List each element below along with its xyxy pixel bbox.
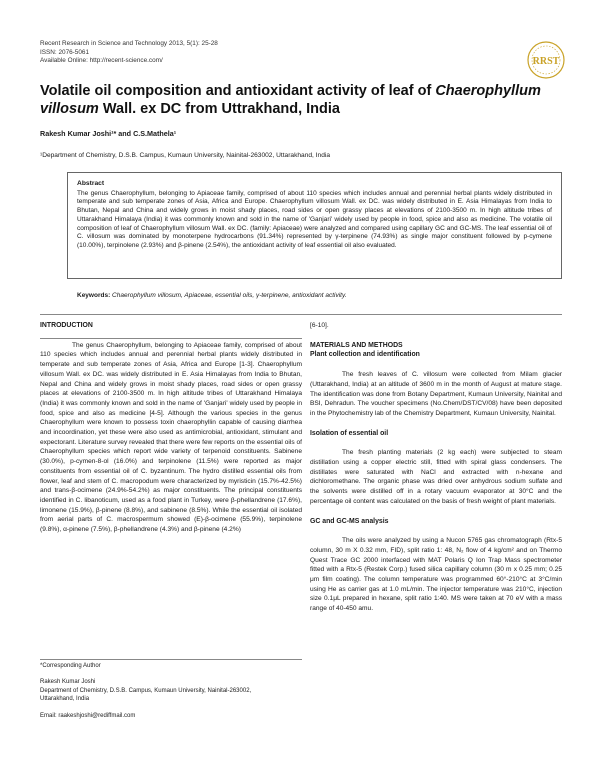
abstract-box [67,172,562,279]
left-column [40,321,302,535]
right-column [310,321,562,614]
author-dept: Department of Chemistry, D.S.B. Campus, Kumaun University, Nainital-263002, [40,687,252,694]
divider [40,314,562,315]
footnote-divider [40,659,302,660]
authors: Rakesh Kumar Joshi¹* and C.S.Mathela¹ [40,129,177,138]
title-main: Volatile oil composition and antioxidant activity of leaf of [40,83,436,99]
gc-ms-heading: GC and GC-MS analysis [310,517,389,525]
corresponding-author: *Corresponding Author [40,663,101,669]
divider [40,338,302,339]
keywords-text: Chaerophyllum villosum, Apiaceae, essential oils, γ-terpinene, antioxidant activity. [110,292,347,299]
abstract-heading: Abstract [77,180,105,187]
title-rest: Wall. ex DC from Uttrakhand, India [98,101,340,117]
keywords-label: Keywords: [77,292,111,299]
journal-header [40,40,218,66]
issn: ISSN: 2076-5061 [40,48,90,56]
gc-ms-paragraph: The oils were analyzed by using a Nucon 5765 gas chromatograph (Rtx-5 column, 30 m X 0.32 mm, FID), split ratio 1: 48, N₂ flow of 4 kg/cm² and on Thermo Quest Trace GC 2000 interfaced with MAT Polaris Q Ion Trap Mass spectrometer fitted with a Rtx-5 (Restek Corp.) fused silica capillary column (30 m x 0.25 mm; 0.25 μm film coating). The column temperature was programmed 60°-210°C at 3°C/min using He as carrier gas at 1.0 mL/min. The injector temperature was 210°C, injection size 0.1μL prepared in hexane, split ratio 1:40. MS were taken at 70 eV with a mass range of 40-450 amu. [310,537,562,613]
methods-heading: MATERIALS AND METHODS [310,341,403,349]
affiliation: ¹Department of Chemistry, D.S.B. Campus, Kumaun University, Nainital-263002, Uttarakhand, India [40,152,331,159]
isolation-heading: Isolation of essential oil [310,429,389,437]
author-name: Rakesh Kumar Joshi [40,679,96,686]
title-species: Chaerophyllum villosum [40,83,541,117]
author-state: Uttarakhand, India [40,696,90,703]
intro-paragraph: The genus Chaerophyllum, belonging to Apiaceae family, comprised of about 110 species which includes annual and perennial herbal plants widely distributed in temperate and sub temperate zones of Asia, Africa and Europe [1-3]. Chaerophyllum villosum Wall. ex DC. was widely distributed in E. Asia Himalayas from India to Bhutan, Nepal and China and widely grows in moist shady places, road sides or open grassy places at elevations of 2100-3500 m. In high altitude tribes of Uttarakhand Himalaya (India) it was commonly known and sold in the name of 'Ganjari' widely used by people in food, spice and also as medicine [4-5]. Although the various species in the genus Chaerophyllum were known to possess toxin chaerophyllin capable of causing diarrhea and incoordination, yet these were also used as antimicrobial, antioxidant, stimulant and expectorant. Literature survey revealed that there were few reports on the essential oils of Chaerophyllum species which report wide variety of terpenoid constituents. Sabinene (30.0%), p-cymen-8-ol (16.0%) and terpinolene (11.5%) were reported as major constituents from essential oil of C. byzantinum. The hydro distilled essential oils from flower, leaf and stem of C. macropodum were characterized by myristicin (15.7%-42.5%) and trans-β-ocimene (24.9%-54.2%) as major constituents. The principal constituents identified in C. libanoticum, used as a food plant in Turkey, were β-phellandrene (17.6%), limonene (15.9%), β-pinene (8.8%), and sabinene (8.5%). While the essential oil isolated from aerial parts of C. macrospermum showed (E)-β-ocimene (55.9%), terpinolene (9.8%), α-pinene (7.5%), β-phellandrene (4.3%) and β-pinene (4.2%) [40,341,302,534]
footnote [40,662,302,720]
keywords [77,292,557,299]
page-title [40,82,560,118]
author-email: Email: raakeshjoshi@rediffmail.com [40,712,136,719]
available-online: Available Online: http://recent-science.com/ [40,57,163,65]
intro-continued: [6-10]. [310,322,329,329]
isolation-paragraph: The fresh planting materials (2 kg each) were subjected to steam distillation using a copper electric still, fitted with spiral glass condensers. The distillates were saturated with NaCl and extracted with n-hexane and dichloromethane. The organic phase was dried over anhydrous sodium sulfate and the solvents were distilled off in a rotary vacuum evaporator at 30°C and the percentage oil content was calculated on the basis of fresh weight of plant materials. [310,449,562,505]
journal-line: Recent Research in Science and Technology 2013, 5(1): 25-28 [40,40,218,47]
plant-collection-paragraph: The fresh leaves of C. villosum were collected from Milam glacier (Uttarakhand, India) at an altitude of 3600 m in the month of August at mature stage. The identification was done from Botany Department, Kumaun University, Nainital and BSI, Dehradun. The voucher specimens (No.Chem/DST/CV/08) have been deposited in the Phytochemistry lab of the Chemistry Department, Kumaun University, Nainital. [310,371,562,417]
abstract-text: The genus Chaerophyllum, belonging to Apiaceae family, comprised of about 110 species which includes annual and perennial herbal plants widely distributed in temperate and sub temperate zones of Asia, Africa and Europe. Chaerophyllum villosum Wall. ex DC. was widely distributed in E. Asia Himalayas from India to Bhutan, Nepal and China and widely grows in moist shady places, road sides or open grassy places at elevations of 2100-3500 m. In high altitude tribes of Uttarakhand Himalaya (India) it was commonly known and sold in the name of 'Ganjari' widely used by people in food, spice and also as medicine. The volatile oil composition of leaf of Chaerophyllum villosum Wall. ex DC. (family: Apiaceae) were analyzed and compared using capillary GC and GC-MS. The leaf essential oil of C. villosum was dominated by monoterpene hydrocarbons (91.34%) represented by γ-terpinene (74.93%) as single major constituent followed by p-cymene (10.00%), terpinolene (2.93%) and β-pinene (2.54%), the antioxidant activity of leaf essential oil also evaluated. [77,189,552,249]
intro-heading: INTRODUCTION [40,322,93,329]
logo-text: RRST [532,56,560,67]
plant-collection-heading: Plant collection and identification [310,351,420,359]
journal-logo [526,40,566,80]
